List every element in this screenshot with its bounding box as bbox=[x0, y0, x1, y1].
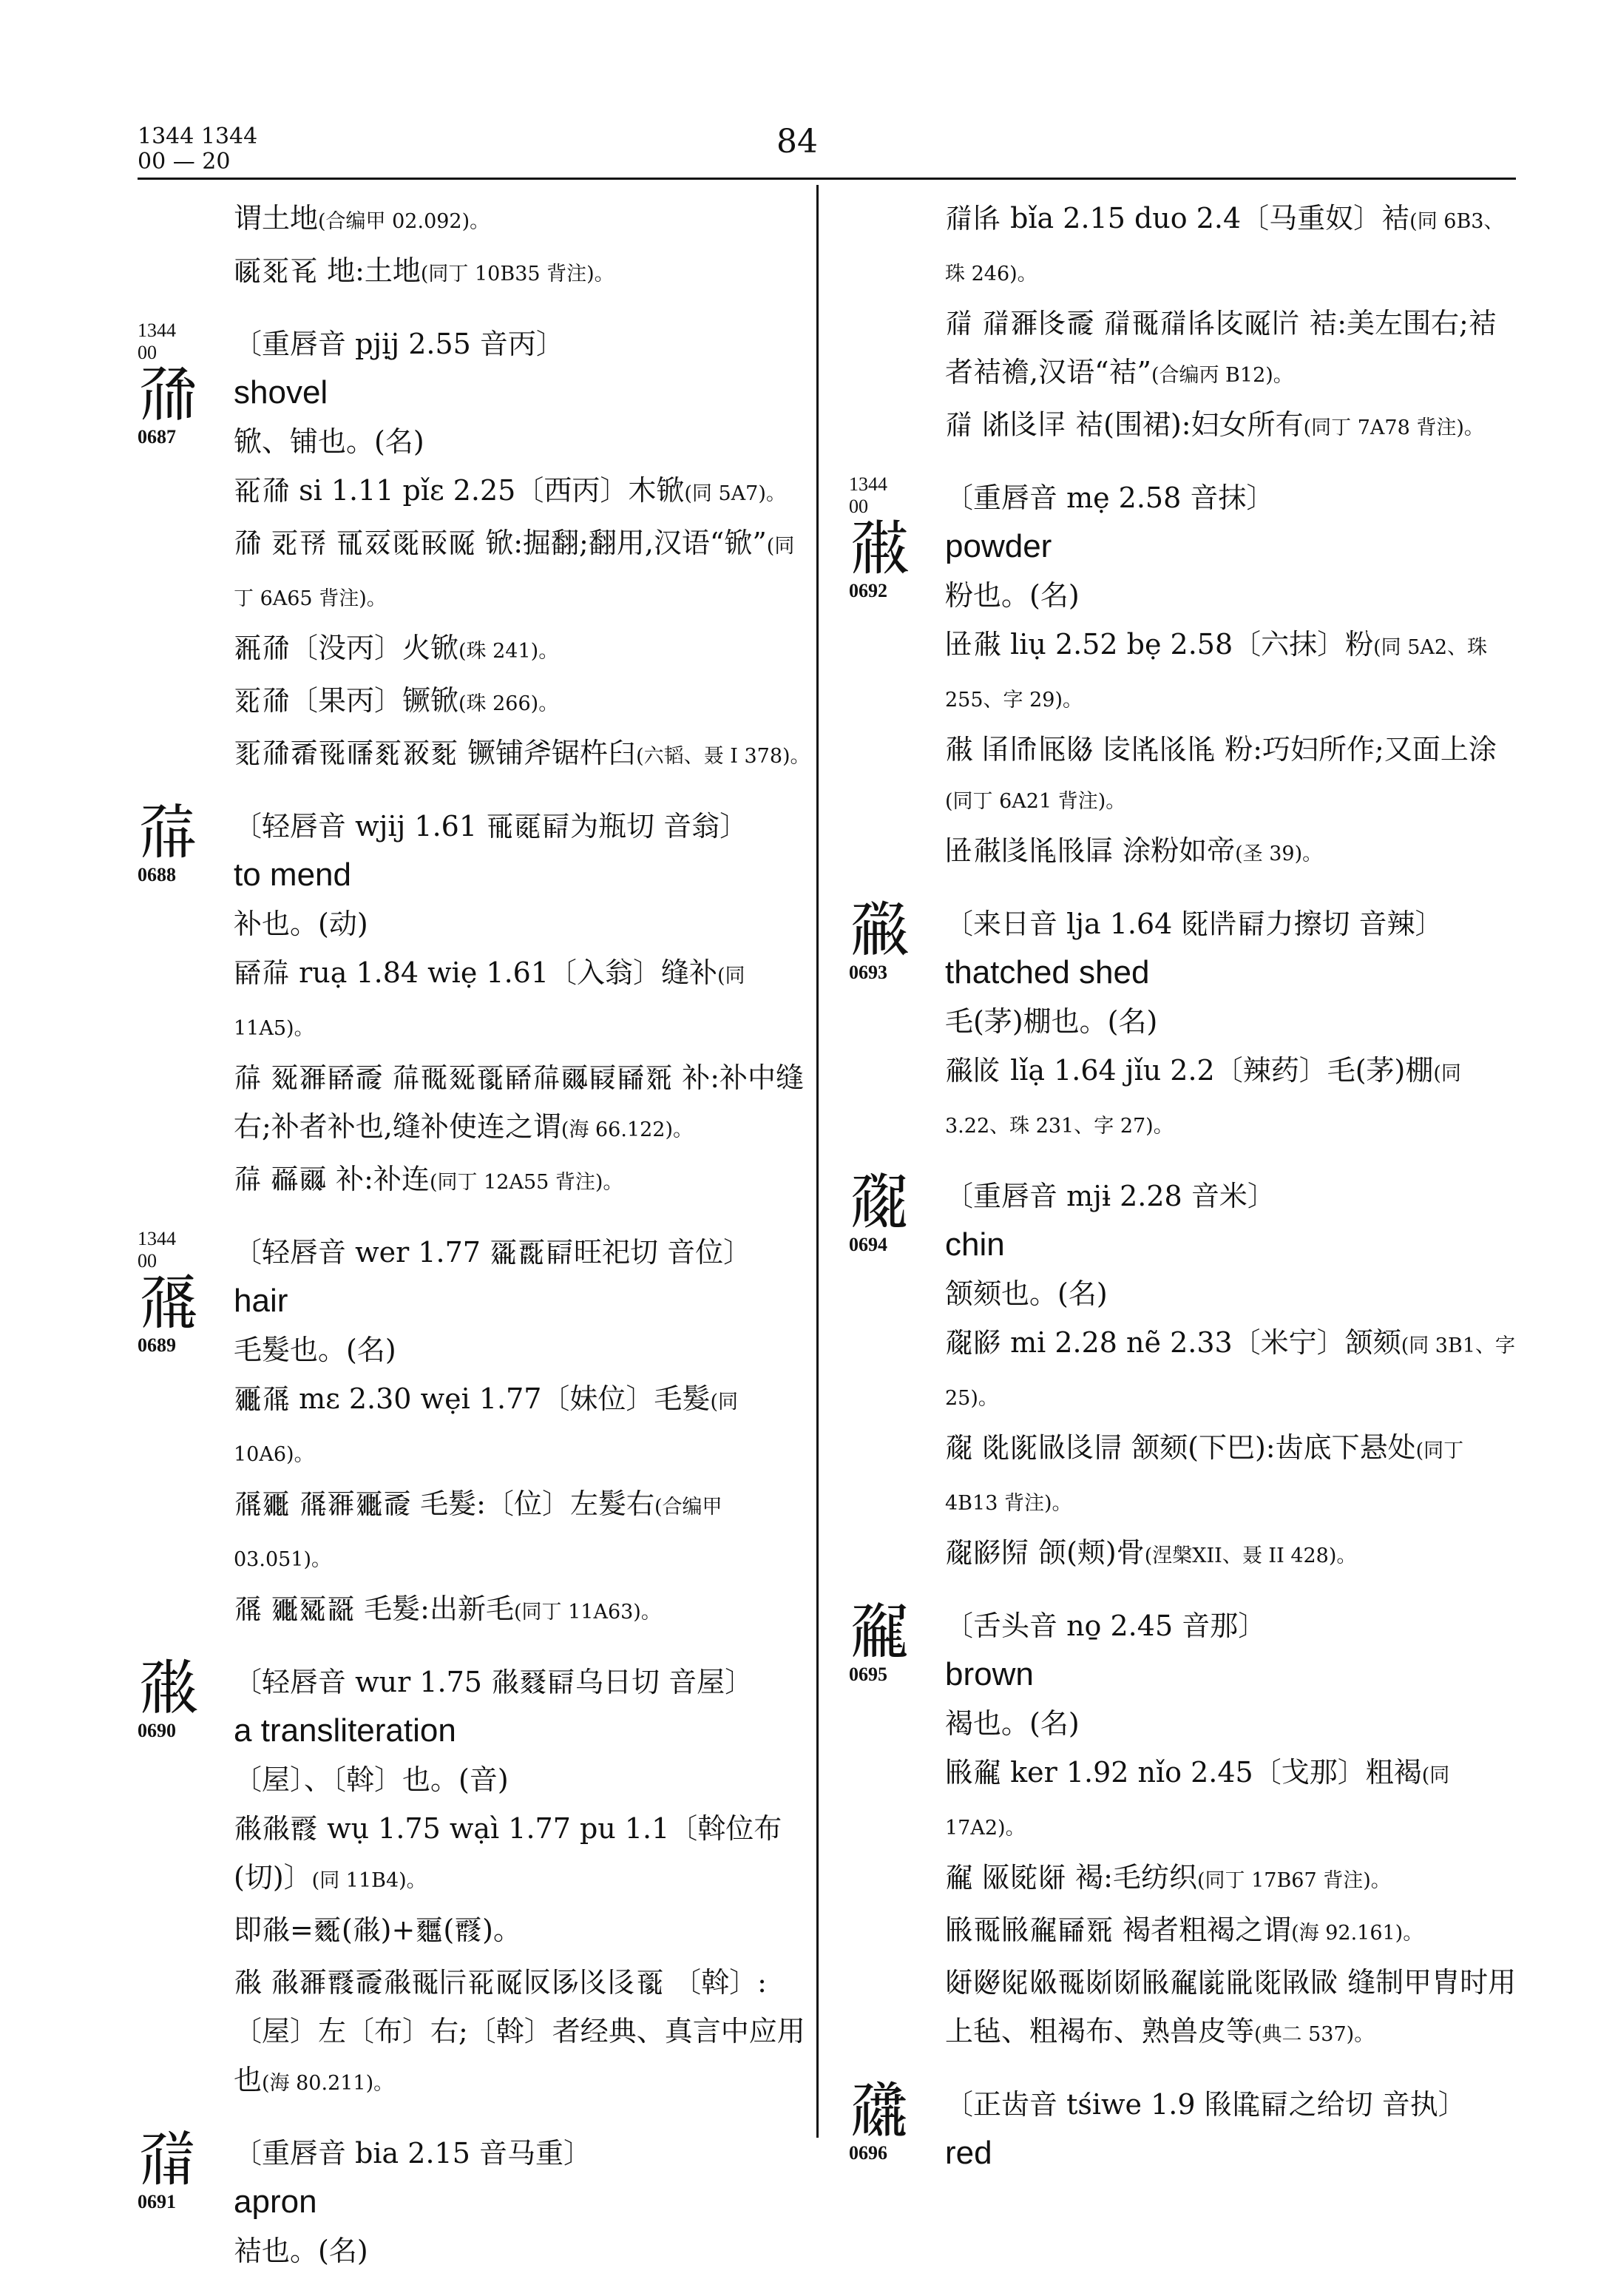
entry-number: 0691 bbox=[138, 2191, 176, 2212]
example-line: 𗗚 𗀦𗀢 补:补连(同丁 12A55 背注)。 bbox=[234, 1163, 623, 1195]
english-gloss: brown bbox=[945, 1656, 1034, 1692]
dictionary-entry bbox=[849, 473, 1518, 879]
english-gloss: apron bbox=[234, 2184, 317, 2220]
example-line: 即𗗜=𗀮(𗗜)+𗀯(𗀭)。 bbox=[234, 1914, 521, 1946]
pronunciation: 〔正齿音 tśiwe 1.9 𗁠𗁡𗀛之给切 音执〕 bbox=[945, 2088, 1466, 2121]
definition: 〔屋〕、〔斡〕也。(音) bbox=[234, 1763, 509, 1796]
example-line: 𗗠𗁋𗁐 颌(颊)骨(涅槃XII、聂 II 428)。 bbox=[945, 1536, 1357, 1569]
entry-number: 0695 bbox=[849, 1664, 887, 1685]
header-rule bbox=[138, 178, 1516, 180]
example-line: 𗗝𗀵 bǐa 2.15 duo 2.4〔马重奴〕袺(同 6B3、珠 246)。 bbox=[945, 202, 1504, 286]
example-line: 𗗛𗀩 𗗛𗀞𗀩𗀟 毛髮:〔位〕左髮右(合编甲 03.051)。 bbox=[234, 1488, 722, 1571]
example-line: 𗗝 𗗝𗀞𗀶𗀟 𗗝𗀠𗗝𗀵𗀷𗀏𗀸 袺:美左围右;袺者袺襜,汉语“袺”(合编丙 B12)。 bbox=[945, 307, 1497, 388]
example-line: 𗗞 𗀽𗀾𗀿𗁀 𗁁𗁂𗁃𗁄 粉:巧妇所作;又面上涂(同丁 6A21 背注)。 bbox=[945, 733, 1497, 813]
pronunciation: 〔轻唇音 wer 1.77 𗀧𗀨𗀛旺祀切 音位〕 bbox=[234, 1236, 752, 1269]
pronunciation: 〔来日音 lja 1.64 𗁈𗁉𗀛力擦切 音辣〕 bbox=[945, 908, 1443, 940]
headword-glyph: 𗗞 bbox=[849, 513, 910, 584]
right-column bbox=[849, 194, 1518, 2198]
headword-glyph: 𗗟 bbox=[849, 895, 910, 965]
example-line: 𗗠𗁋 mi 2.28 nẽ 2.33〔米宁〕颔颏(同 3B1、字 25)。 bbox=[945, 1326, 1516, 1410]
example-line: 𗀼𗗞𗁅𗁄𗁆𗁇 涂粉如帝(圣 39)。 bbox=[945, 834, 1323, 867]
header-codes bbox=[138, 124, 257, 175]
dictionary-entry bbox=[849, 2076, 1518, 2178]
entry-number: 0696 bbox=[849, 2142, 887, 2164]
entry-sidebar bbox=[138, 320, 229, 448]
dictionary-entry bbox=[138, 1653, 810, 2108]
english-gloss: a transliteration bbox=[234, 1712, 456, 1749]
english-gloss: shovel bbox=[234, 374, 328, 411]
example-line: 𗀑𗗙〔果丙〕镢锨(珠 266)。 bbox=[234, 684, 559, 717]
example-line: 𗗚 𗀝𗀞𗀜𗀟 𗗚𗀠𗀝𗀡𗀜𗗚𗀢𗀣𗀤𗀥 补:补中缝右;补者补也,缝补使连之谓(海 66.122)。 bbox=[234, 1061, 805, 1143]
entry-number: 0692 bbox=[849, 580, 887, 601]
left-column bbox=[138, 194, 810, 2296]
continuation-block bbox=[849, 194, 1518, 453]
entry-number: 0694 bbox=[849, 1234, 887, 1255]
entry-code: 1344 bbox=[849, 473, 887, 495]
pronunciation: 〔重唇音 pjịj 2.55 音丙〕 bbox=[234, 328, 564, 360]
english-gloss: hair bbox=[234, 1283, 288, 1319]
english-gloss: chin bbox=[945, 1226, 1005, 1263]
pronunciation: 〔重唇音 bia 2.15 音马重〕 bbox=[234, 2137, 592, 2170]
example-line: 𗀜𗗚 ruạ 1.84 wiẹ 1.61〔入翁〕缝补(同 11A5)。 bbox=[234, 956, 745, 1040]
headword-glyph: 𗗠 bbox=[849, 1167, 910, 1238]
entry-code: 00 bbox=[849, 496, 868, 517]
dictionary-entry bbox=[849, 1167, 1518, 1581]
example-line: 𗗟𗁊 lǐạ 1.64 jǐu 2.2〔辣药〕毛(茅)棚(同 3.22、珠 231、字 27)。 bbox=[945, 1054, 1461, 1138]
entry-sidebar bbox=[849, 2076, 941, 2164]
entry-number: 0690 bbox=[138, 1720, 176, 1741]
pronunciation: 〔重唇音 mẹ 2.58 音抹〕 bbox=[945, 482, 1275, 514]
entry-code: 00 bbox=[138, 342, 157, 363]
column-divider bbox=[816, 185, 819, 2138]
example-line: 𗀈𗗙 si 1.11 pǐɛ 2.25〔西丙〕木锨(同 5A7)。 bbox=[234, 474, 786, 507]
dictionary-entry bbox=[138, 2124, 810, 2275]
dictionary-entry bbox=[138, 1228, 810, 1637]
example-line: 𗁑𗗡 ker 1.92 nǐo 2.45〔戈那〕粗褐(同 17A2)。 bbox=[945, 1756, 1450, 1840]
definition: 毛(茅)棚也。(名) bbox=[945, 1005, 1158, 1038]
entry-number: 0688 bbox=[138, 864, 176, 885]
dictionary-entry bbox=[138, 320, 810, 781]
example-line: 𗀅𗀆𗀇 地:土地(同丁 10B35 背注)。 bbox=[234, 254, 615, 287]
english-gloss: to mend bbox=[234, 857, 351, 893]
entry-code: 1344 bbox=[138, 1228, 176, 1249]
example-line: 谓土地(合编甲 02.092)。 bbox=[234, 202, 490, 234]
headword-glyph: 𗗡 bbox=[849, 1597, 910, 1667]
headword-glyph: 𗗝 bbox=[138, 2124, 199, 2195]
example-line: 𗀐𗗙〔没丙〕火锨(珠 241)。 bbox=[234, 632, 559, 664]
english-gloss: red bbox=[945, 2135, 992, 2171]
pronunciation: 〔轻唇音 wjij 1.61 𗀙𗀚𗀛为瓶切 音翁〕 bbox=[234, 810, 748, 843]
example-line: 𗀩𗗛 mɛ 2.30 wẹi 1.77〔妹位〕毛髮(同 10A6)。 bbox=[234, 1382, 738, 1466]
pronunciation: 〔舌头音 no̱ 2.45 音那〕 bbox=[945, 1610, 1267, 1642]
entry-sidebar bbox=[138, 1228, 229, 1357]
example-line: 𗗜 𗗜𗀞𗀭𗀟𗗜𗀠𗀰𗀈𗀏𗀱𗀲𗀳𗀴𗀡 〔斡〕:〔屋〕左〔布〕右;〔斡〕者经典、真言中应用也(海 80.211)。 bbox=[234, 1966, 805, 2096]
page-number: 84 bbox=[776, 123, 818, 161]
example-line: 𗗝 𗀹𗀺𗀻 袺(围裙):妇女所有(同丁 7A78 背注)。 bbox=[945, 408, 1484, 441]
headword-glyph: 𗗢 bbox=[849, 2076, 910, 2146]
entry-number: 0693 bbox=[849, 962, 887, 983]
definition: 褐也。(名) bbox=[945, 1707, 1080, 1740]
example-line: 𗀼𗗞 liụ 2.52 bẹ 2.58〔六抹〕粉(同 5A2、珠 255、字 29)。 bbox=[945, 628, 1488, 712]
definition: 袺也。(名) bbox=[234, 2235, 368, 2267]
entry-sidebar bbox=[849, 473, 941, 602]
entry-number: 0687 bbox=[138, 426, 176, 448]
entry-sidebar bbox=[138, 1653, 229, 1742]
pronunciation: 〔轻唇音 wur 1.75 𗗜𗀬𗀛乌日切 音屋〕 bbox=[234, 1666, 754, 1698]
entry-sidebar bbox=[849, 1597, 941, 1686]
definition: 补也。(动) bbox=[234, 908, 368, 940]
definition: 锨、铺也。(名) bbox=[234, 425, 424, 458]
pronunciation: 〔重唇音 mjɨ 2.28 音米〕 bbox=[945, 1180, 1276, 1212]
header-codes-bottom: 00 — 20 bbox=[138, 149, 231, 175]
dictionary-entry bbox=[138, 797, 810, 1207]
entry-sidebar bbox=[138, 2124, 229, 2213]
headword-glyph: 𗗛 bbox=[138, 1268, 199, 1338]
entry-code: 00 bbox=[138, 1250, 157, 1272]
example-line: 𗗠 𗁌𗁍𗁎𗀺𗁏 颔颏(下巴):齿底下悬处(同丁 4B13 背注)。 bbox=[945, 1431, 1464, 1515]
header-codes-top: 1344 1344 bbox=[138, 124, 258, 149]
headword-glyph: 𗗙 bbox=[138, 359, 199, 430]
english-gloss: powder bbox=[945, 528, 1052, 564]
example-line: 𗀒𗗙𗀓𗀔𗀕𗀖𗀗𗀘 镢铺斧锯杵臼(六韬、聂 I 378)。 bbox=[234, 737, 810, 769]
headword-glyph: 𗗜 bbox=[138, 1653, 199, 1723]
definition: 颔颏也。(名) bbox=[945, 1277, 1108, 1310]
continuation-block bbox=[138, 194, 810, 299]
dictionary-entry bbox=[849, 1597, 1518, 2059]
entry-sidebar bbox=[849, 895, 941, 984]
example-line: 𗗜𗗜𗀭 wụ 1.75 wạì 1.77 pu 1.1〔斡位布(切)〕(同 11B4)。 bbox=[234, 1812, 782, 1894]
headword-glyph: 𗗚 bbox=[138, 797, 199, 868]
example-line: 𗁑𗀠𗁑𗗡𗀤𗀥 褐者粗褐之谓(海 92.161)。 bbox=[945, 1914, 1423, 1946]
definition: 毛髮也。(名) bbox=[234, 1334, 396, 1366]
english-gloss: thatched shed bbox=[945, 954, 1150, 990]
example-line: 𗗡 𗁒𗁓𗁔 褐:毛纺织(同丁 17B67 背注)。 bbox=[945, 1861, 1391, 1894]
example-line: 𗗛 𗀩𗀪𗀫 毛髮:出新毛(同丁 11A63)。 bbox=[234, 1593, 661, 1625]
example-line: 𗗙 𗀉𗀊 𗀋𗀌𗀍𗀎𗀏 锨:掘翻;翻用,汉语“锨”(同丁 6A65 背注)。 bbox=[234, 527, 795, 610]
entry-number: 0689 bbox=[138, 1334, 176, 1356]
entry-sidebar bbox=[849, 1167, 941, 1256]
example-line: 𗁕𗁖𗁗𗁘𗀠𗁙𗁚𗁑𗗡𗁛𗁜𗁝𗁞𗁟 缝制甲胄时用上毡、粗褐布、熟兽皮等(典二 537)。 bbox=[945, 1966, 1517, 2047]
dictionary-entry bbox=[849, 895, 1518, 1151]
definition: 粉也。(名) bbox=[945, 579, 1080, 612]
entry-sidebar bbox=[138, 797, 229, 886]
entry-code: 1344 bbox=[138, 320, 176, 341]
